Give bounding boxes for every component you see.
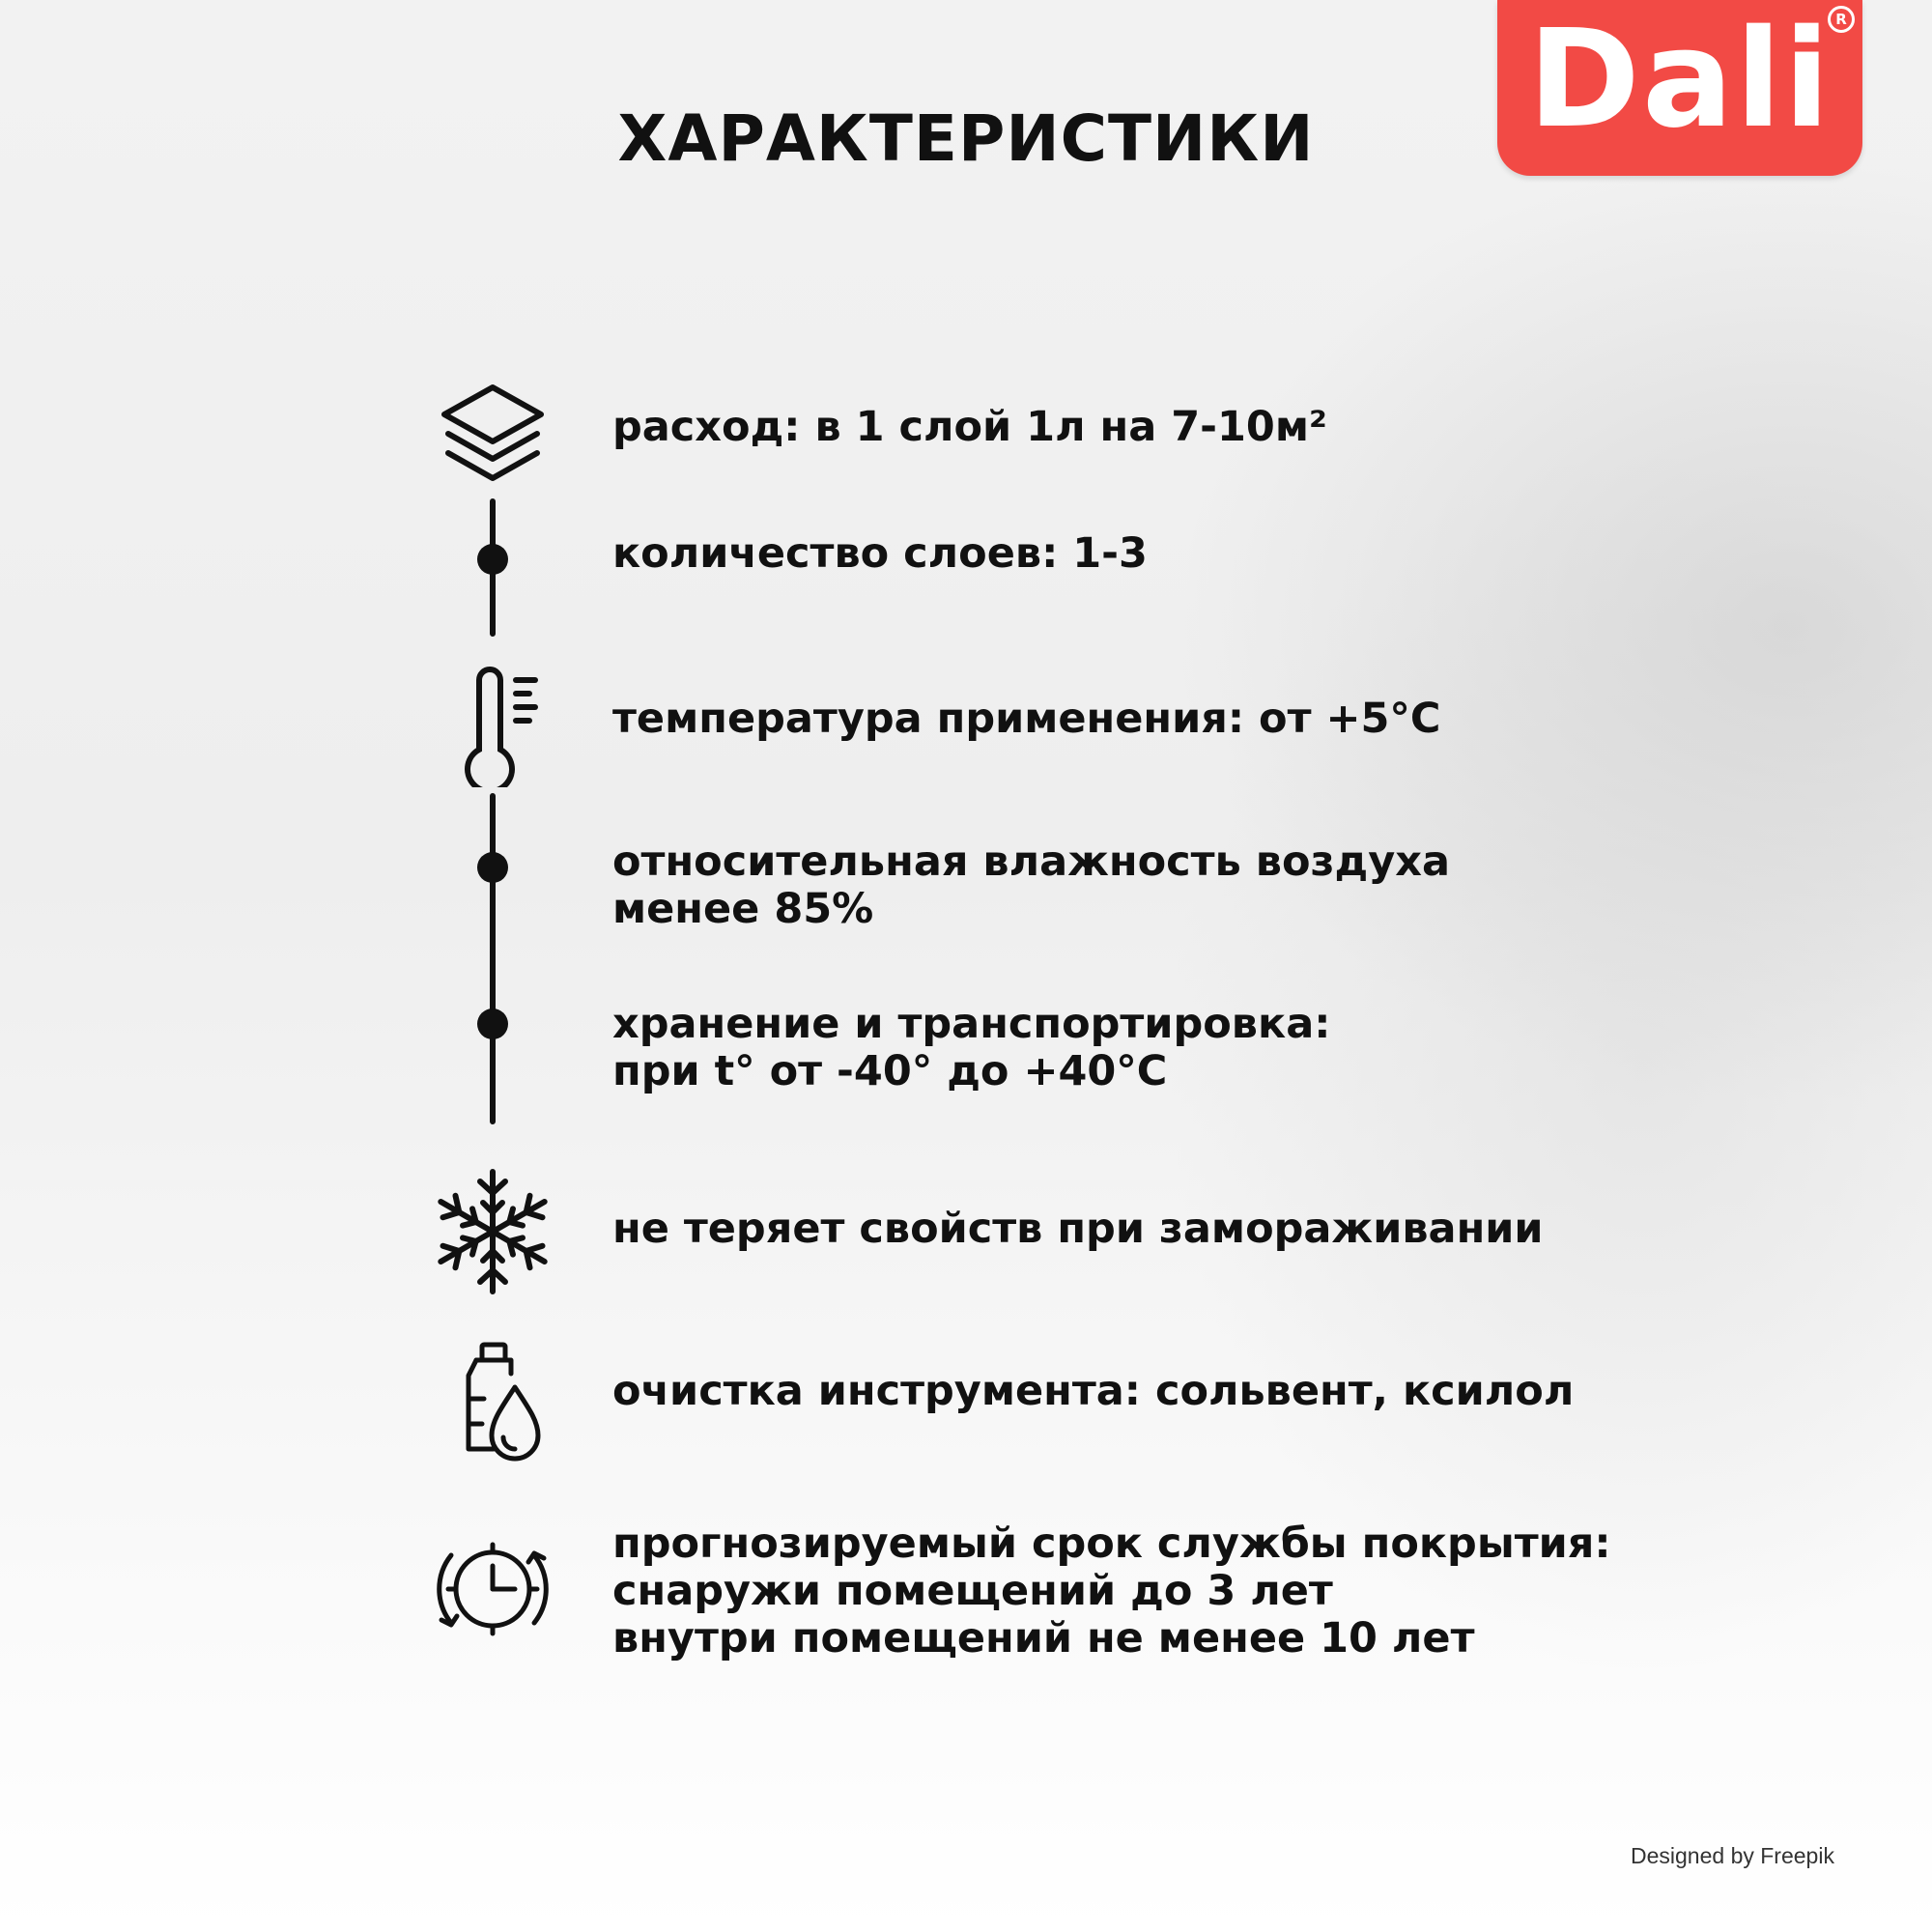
item-storage bbox=[612, 1001, 1330, 1095]
thermometer-icon bbox=[454, 667, 551, 787]
item-consumption bbox=[612, 404, 1327, 451]
item-line: не теряет свойств при замораживании bbox=[612, 1205, 1544, 1253]
item-humidity bbox=[612, 838, 1450, 933]
layers-icon bbox=[435, 382, 551, 488]
dali-logo bbox=[1497, 0, 1862, 176]
credit-text: Designed by Freepik bbox=[1631, 1843, 1834, 1868]
timeline-connector-2 bbox=[464, 792, 522, 1125]
item-line: очистка инструмента: сольвент, ксилол bbox=[612, 1367, 1575, 1415]
item-line: при t° от -40° до +40°C bbox=[612, 1047, 1168, 1095]
item-line: снаружи помещений до 3 лет bbox=[612, 1567, 1333, 1615]
timeline-connector-1 bbox=[464, 497, 522, 638]
item-line: относительная влажность воздуха bbox=[612, 838, 1450, 886]
bottle-drop-icon bbox=[459, 1341, 546, 1466]
timeline-dot bbox=[477, 1009, 508, 1039]
item-line: прогнозируемый срок службы покрытия: bbox=[612, 1520, 1611, 1568]
clock-cycle-icon bbox=[430, 1531, 555, 1652]
timeline-dot bbox=[477, 852, 508, 883]
registered-mark: R bbox=[1828, 6, 1855, 33]
item-line: внутри помещений не менее 10 лет bbox=[612, 1614, 1475, 1662]
item-line: количество слоев: 1-3 bbox=[612, 529, 1148, 578]
item-line: хранение и транспортировка: bbox=[612, 1000, 1331, 1048]
item-freezing bbox=[612, 1206, 1544, 1253]
timeline-dot bbox=[477, 544, 508, 575]
logo-text: Dali bbox=[1527, 1, 1833, 158]
item-application-temperature bbox=[612, 696, 1440, 743]
item-layers-count bbox=[612, 530, 1148, 578]
page-title: ХАРАКТЕРИСТИКИ bbox=[617, 101, 1315, 176]
item-line: температура применения: от +5°C bbox=[612, 695, 1441, 743]
item-line: расход: в 1 слой 1л на 7-10м² bbox=[612, 403, 1327, 451]
item-service-life bbox=[612, 1520, 1611, 1662]
item-tool-cleaning bbox=[612, 1368, 1574, 1415]
snowflake-icon bbox=[428, 1167, 557, 1296]
item-line: менее 85% bbox=[612, 885, 874, 933]
